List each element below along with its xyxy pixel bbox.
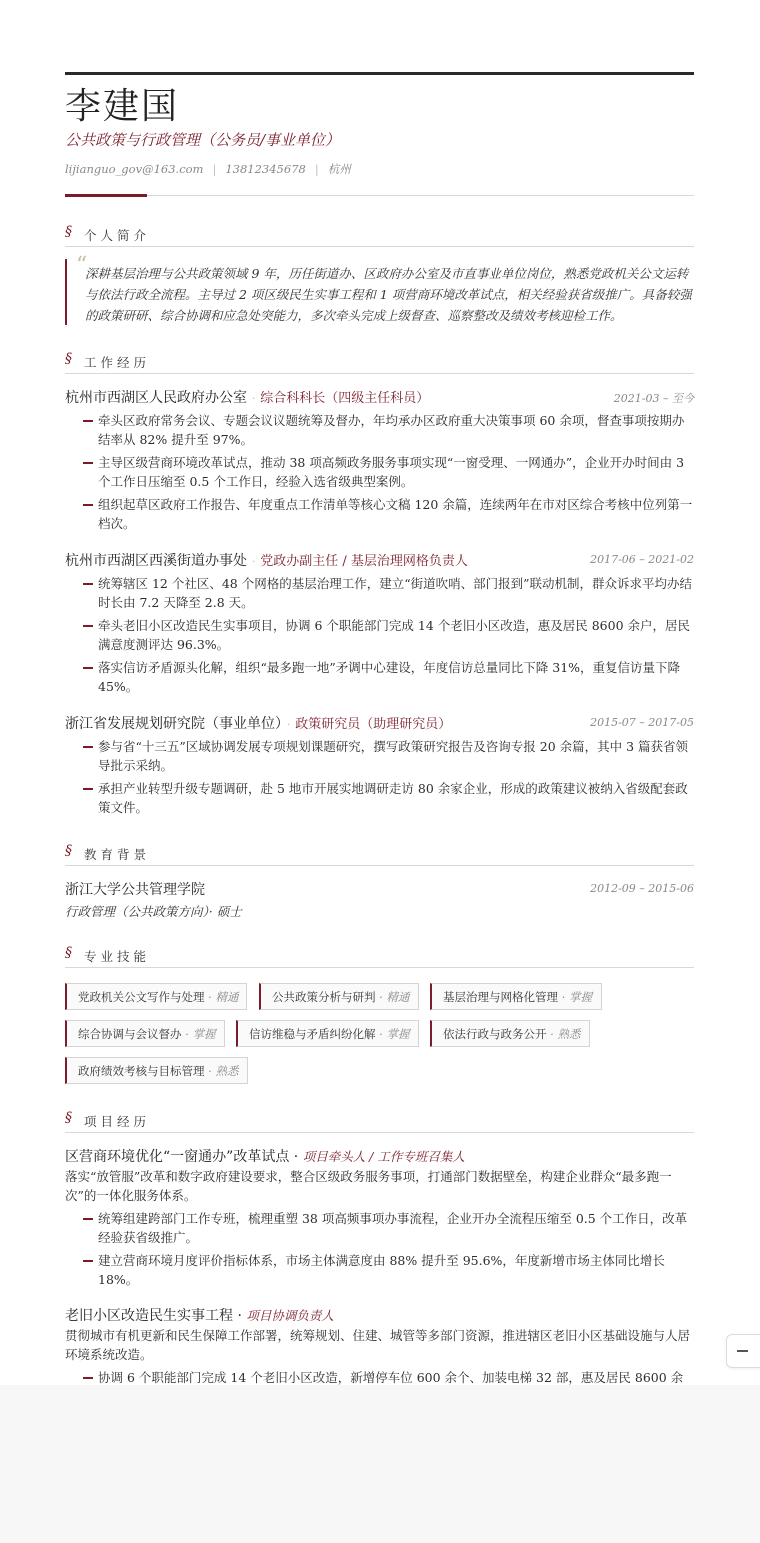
contact-phone[interactable]: 13812345678 (225, 162, 306, 176)
contact-separator: | (212, 162, 217, 176)
section-mark: § (65, 351, 72, 367)
skill-tag (430, 983, 602, 1010)
job-entry (65, 387, 694, 533)
skill-sep: · (546, 1027, 558, 1041)
job-bullet (65, 453, 694, 491)
dash-icon (83, 1260, 93, 1262)
dash-icon (83, 1377, 93, 1379)
job-header (65, 387, 694, 407)
dash-icon (83, 667, 93, 669)
dash-icon (83, 420, 93, 422)
dot-separator: · (252, 394, 256, 405)
dash-icon (83, 462, 93, 464)
project-description: 落实“放管服”改革和数字政府建设要求，整合区级政务服务事项，打通部门数据壁垒，构建企业群众“最多跑一次”的一体化服务体系。 (65, 1169, 672, 1203)
dash-icon (83, 746, 93, 748)
job-bullet (65, 658, 694, 696)
job-bullet (65, 574, 694, 612)
collapse-toggle-button[interactable] (726, 1334, 760, 1368)
section-mark: § (65, 1110, 72, 1126)
skill-tag (65, 1057, 248, 1084)
skill-sep: · (375, 990, 387, 1004)
section-heading-summary (65, 224, 694, 247)
skill-tag (430, 1020, 590, 1047)
job-date: 2021-03 – 至今 (613, 392, 694, 405)
project-header: 区营商环境优化“一窗通办”改革试点 · 项目牵头人 / 工作专班召集人 (65, 1149, 465, 1165)
job-bullet (65, 495, 694, 533)
minus-icon (737, 1350, 748, 1352)
skill-level: 掌握 (568, 990, 592, 1004)
contact-line (65, 161, 351, 177)
section-mark: § (65, 224, 72, 240)
dash-icon (83, 583, 93, 585)
skill-level: 熟悉 (557, 1027, 581, 1041)
skill-sep: · (204, 1064, 216, 1078)
dot-separator: · (252, 557, 256, 568)
skill-name: 信访维稳与矛盾纠纷化解 (249, 1027, 376, 1041)
skill-tag (65, 983, 247, 1010)
section-title: 项目经历 (84, 1114, 151, 1129)
summary-block (65, 253, 696, 325)
dash-icon (83, 625, 93, 627)
job-role: 综合科科长（四级主任科员） (260, 391, 430, 406)
summary-text: 深耕基层治理与公共政策领域 9 年，历任街道办、区政府办公室及市直事业单位岗位，熟悉党政机关公文运转与依法行政全流程。主导过 2 项区级民生实事工程和 1 项营商环境改革试点，相关经验获省级推广。具备较强的政策研研、综合协调和应急处突能力，多次牵头完成上级督查、巡察整改及绩效考核迎检工作。 (85, 266, 692, 323)
quote-icon: “ (76, 253, 88, 278)
job-header (65, 713, 694, 733)
header-accent-bar (65, 194, 147, 197)
job-bullet (65, 737, 694, 775)
bullet-text: 协调 6 个职能部门完成 14 个老旧小区改造，新增停车位 600 余个、加装电梯 32 部，惠及居民 8600 余 (98, 1370, 684, 1385)
skill-name: 党政机关公文写作与处理 (78, 990, 205, 1004)
project-role: 项目牵头人 / 工作专班召集人 (302, 1149, 465, 1164)
dot-separator: · (287, 720, 291, 731)
project-description: 贯彻城市有机更新和民生保障工作部署，统筹规划、住建、城管等多部门资源，推进辖区老旧小区基础设施与人居环境系统改造。 (65, 1328, 691, 1362)
job-entry (65, 713, 694, 817)
job-date: 2017-06 – 2021-02 (590, 553, 694, 566)
bullet-text: 承担产业转型升级专题调研，赴 5 地市开展实地调研走访 80 余家企业，形成的政策建议被纳入省级配套政策文件。 (98, 781, 688, 815)
job-organization: 浙江省发展规划研究院（事业单位） (65, 716, 282, 732)
skill-sep: · (375, 1027, 387, 1041)
job-header (65, 550, 694, 570)
skill-sep: · (558, 990, 569, 1004)
job-role: 政策研究员（助理研究员） (295, 717, 452, 732)
project-entry (65, 1305, 694, 1385)
dash-icon (83, 1218, 93, 1220)
skill-name: 基层治理与网格化管理 (443, 990, 558, 1004)
education-school: 浙江大学公共管理学院 (65, 882, 205, 898)
skill-name: 依法行政与政务公开 (443, 1027, 547, 1041)
bullet-text: 落实信访矛盾源头化解，组织“最多跑一地”矛调中心建设，年度信访总量同比下降 31%，重复信访量下降 45%。 (98, 660, 681, 694)
project-header: 老旧小区改造民生实事工程 · 项目协调负责人 (65, 1308, 334, 1324)
section-heading-education (65, 843, 694, 866)
project-bullet (65, 1209, 694, 1247)
skill-level: 精通 (386, 990, 410, 1004)
skill-level: 精通 (215, 990, 239, 1004)
section-heading-work (65, 351, 694, 374)
bullet-text: 组织起草区政府工作报告、年度重点工作清单等核心文稿 120 余篇，连续两年在市对区综合考核中位列第一档次。 (98, 497, 693, 531)
section-title: 个人简介 (84, 228, 151, 243)
project-role: 项目协调负责人 (246, 1308, 334, 1323)
skill-level: 掌握 (386, 1027, 410, 1041)
contact-separator: | (314, 162, 319, 176)
skill-name: 公共政策分析与研判 (272, 990, 376, 1004)
skill-level: 掌握 (192, 1027, 216, 1041)
candidate-name: 李建国 (65, 86, 180, 127)
section-title: 工作经历 (84, 355, 151, 370)
skill-tag (236, 1020, 419, 1047)
skill-tag (65, 1020, 225, 1047)
bullet-text: 参与省“十三五”区域协调发展专项规划课题研究，撰写政策研究报告及咨询专报 20 余篇，其中 3 篇获省领导批示采纳。 (98, 739, 689, 773)
job-entry (65, 550, 694, 696)
section-heading-projects (65, 1110, 694, 1133)
contact-city: 杭州 (327, 162, 351, 176)
bullet-text: 牵头区政府常务会议、专题会议议题统筹及督办，年均承办区政府重大决策事项 60 余项，督查事项按期办结率从 82% 提升至 97%。 (98, 413, 685, 447)
contact-email[interactable]: lijianguo_gov@163.com (65, 162, 204, 176)
project-name: 老旧小区改造民生实事工程 (65, 1308, 233, 1324)
bullet-text: 统筹组建跨部门工作专班，梳理重塑 38 项高频事项办事流程，企业开办全流程压缩至 0.5 个工作日，改革经验获省级推广。 (98, 1211, 688, 1245)
job-bullet (65, 616, 694, 654)
skill-name: 综合协调与会议督办 (78, 1027, 182, 1041)
bullet-text: 统筹辖区 12 个社区、48 个网格的基层治理工作，建立“街道吹哨、部门报到”联动机制，群众诉求平均办结时长由 7.2 天降至 2.8 天。 (98, 576, 693, 610)
section-mark: § (65, 945, 72, 961)
bullet-text: 主导区级营商环境改革试点，推动 38 项高频政务服务事项实现“一窗受理、一网通办”，企业开办时间由 3 个工作日压缩至 0.5 个工作日，经验入选省级典型案例。 (98, 455, 685, 489)
job-organization: 杭州市西湖区人民政府办公室 (65, 390, 247, 406)
job-role: 党政办副主任 / 基层治理网格负责人 (260, 554, 468, 569)
dash-icon (83, 504, 93, 506)
skill-sep: · (204, 990, 216, 1004)
education-degree: 行政管理（公共政策方向）· 硕士 (65, 904, 242, 919)
header-divider (65, 195, 694, 196)
project-entry (65, 1146, 694, 1289)
section-mark: § (65, 843, 72, 859)
section-title: 专业技能 (84, 949, 151, 964)
candidate-title: 公共政策与行政管理（公务员/事业单位） (65, 131, 341, 149)
job-organization: 杭州市西湖区西溪街道办事处 (65, 553, 247, 569)
skill-tag (259, 983, 419, 1010)
job-date: 2015-07 – 2017-05 (590, 716, 694, 729)
job-bullet (65, 779, 694, 817)
skill-name: 政府绩效考核与目标管理 (78, 1064, 205, 1078)
top-rule (65, 72, 694, 75)
project-bullet (65, 1251, 694, 1289)
project-bullet (65, 1368, 694, 1385)
skill-level: 熟悉 (215, 1064, 239, 1078)
bullet-text: 牵头老旧小区改造民生实事项目，协调 6 个职能部门完成 14 个老旧小区改造，惠及居民 8600 余户，居民满意度测评达 96.3%。 (98, 618, 691, 652)
bullet-text: 建立营商环境月度评价指标体系，市场主体满意度由 88% 提升至 95.6%，年度新增市场主体同比增长 18%。 (98, 1253, 665, 1287)
skill-sep: · (181, 1027, 193, 1041)
project-name: 区营商环境优化“一窗通办”改革试点 (65, 1149, 290, 1165)
education-date: 2012-09 – 2015-06 (590, 882, 694, 895)
job-bullet (65, 411, 694, 449)
dash-icon (83, 788, 93, 790)
section-heading-skills (65, 945, 694, 968)
section-title: 教育背景 (84, 847, 151, 862)
